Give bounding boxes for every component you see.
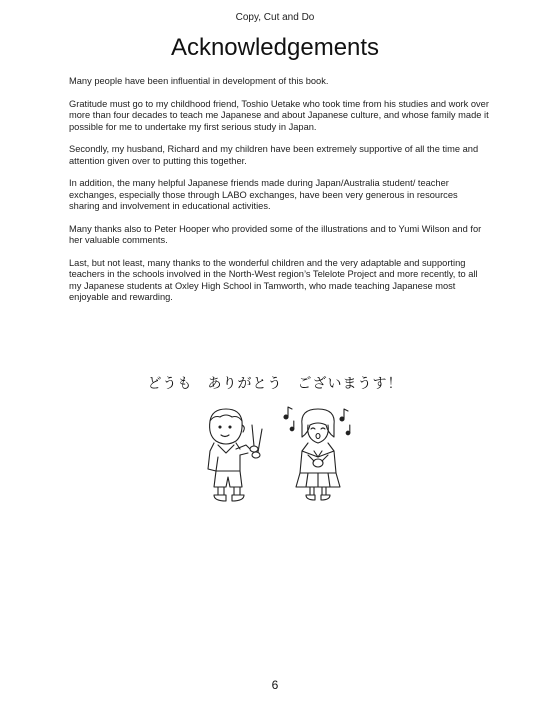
paragraph-closing: Last, but not least, many thanks to the wonderful children and the very adaptable and supporting teachers in the schools involved in the North-West region’s Telelote Project and more recently, to all my Japanese students at Oxley High School in Tamworth, who made teaching Japanese most enjoyable and rewarding.: [69, 257, 478, 302]
paragraph-japanese-friends: In addition, the many helpful Japanese friends made during Japan/Australia student/ teacher exchanges, especially those through LABO exchanges, have been very generous in resources sharing and involvement in educational activities.: [69, 178, 458, 211]
body-text: [69, 76, 489, 315]
paragraph-gratitude: Gratitude must go to my childhood friend, Toshio Uetake who took time from his studies and work over more than four decades to teach me Japanese and about Japanese culture, and whose family made it possible for me to undertake my first serious study in Japan.: [69, 98, 489, 132]
girl-singing-illustration: [278, 403, 358, 503]
paragraph-illustrations: Many thanks also to Peter Hooper who provided some of the illustrations and to Yumi Wilson and for her valuable comments.: [69, 223, 482, 245]
page-number: 6: [271, 678, 279, 692]
japanese-thanks: どうも ありがとう ございまうす！: [147, 376, 403, 392]
page-title: Acknowledgements: [170, 34, 380, 61]
paragraph-intro: Many people have been influential in development of this book.: [69, 76, 329, 86]
paragraph-family: Secondly, my husband, Richard and my children have been extremely supportive of all the time and attention given over to putting this together.: [69, 144, 479, 166]
boy-with-scissors-illustration: [196, 405, 268, 505]
running-header: Copy, Cut and Do: [235, 12, 315, 23]
